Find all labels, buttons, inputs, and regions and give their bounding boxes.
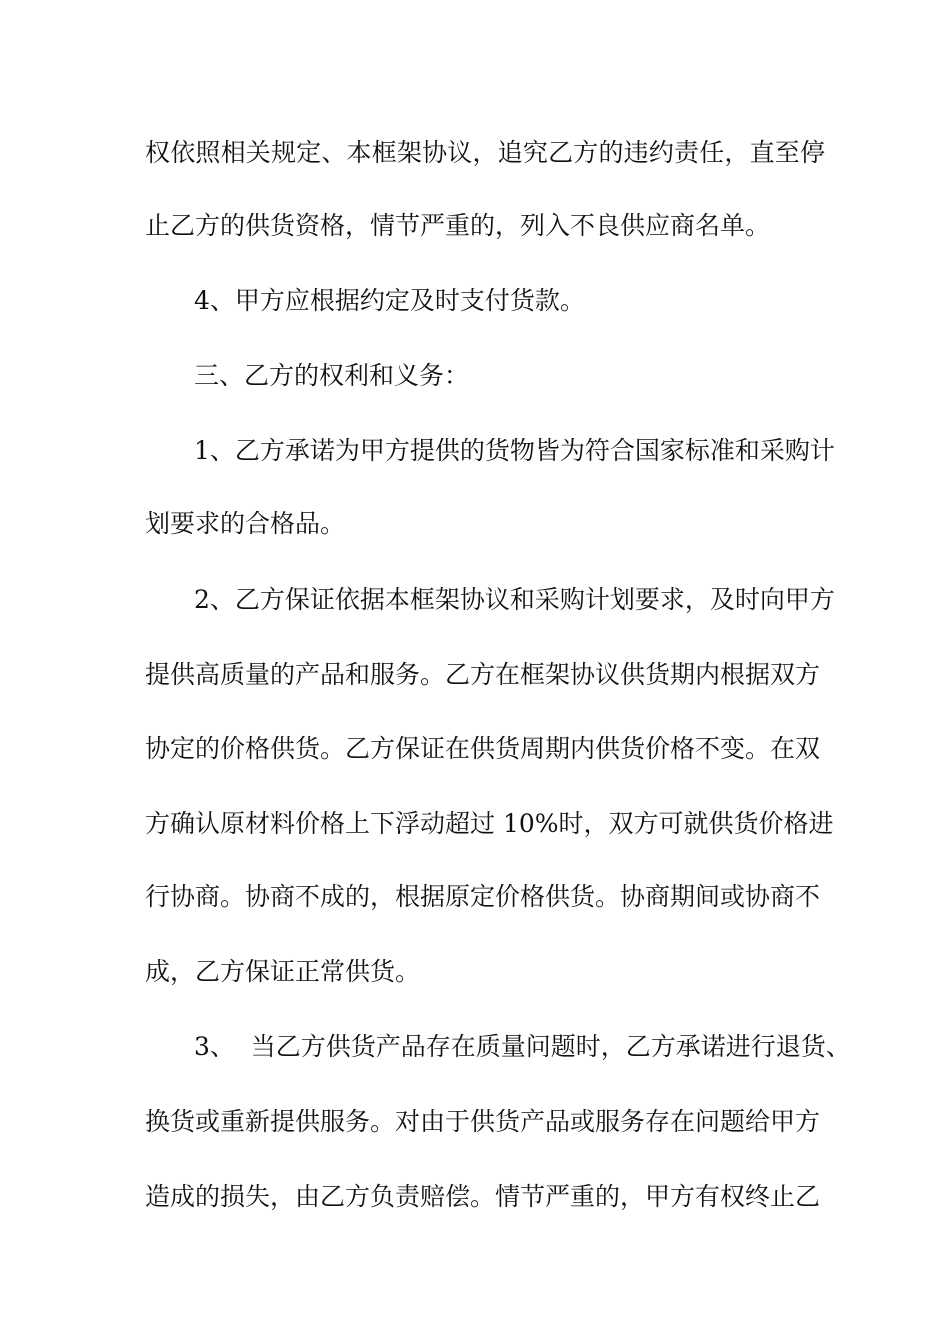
text-line: 提供高质量的产品和服务。乙方在框架协议供货期内根据双方 xyxy=(145,660,821,689)
text-line: 行协商。协商不成的，根据原定价格供货。协商期间或协商不 xyxy=(145,882,821,911)
text-line: 换货或重新提供服务。对由于供货产品或服务存在问题给甲方 xyxy=(145,1107,821,1136)
text-line: 方确认原材料价格上下浮动超过 10%时，双方可就供货价格进 xyxy=(145,809,834,838)
text-line: 划要求的合格品。 xyxy=(145,509,346,538)
text-line: 造成的损失，由乙方负责赔偿。情节严重的，甲方有权终止乙 xyxy=(145,1182,821,1211)
text-line: 成，乙方保证正常供货。 xyxy=(145,957,421,986)
text-line: 3、 当乙方供货产品存在质量问题时，乙方承诺进行退货、 xyxy=(194,1032,851,1061)
section-heading: 三、乙方的权利和义务： xyxy=(194,361,470,390)
text-line: 止乙方的供货资格，情节严重的，列入不良供应商名单。 xyxy=(145,211,771,240)
text-line: 1、乙方承诺为甲方提供的货物皆为符合国家标准和采购计 xyxy=(194,436,835,465)
text-line: 4、甲方应根据约定及时支付货款。 xyxy=(194,286,585,315)
text-line: 权依照相关规定、本框架协议，追究乙方的违约责任，直至停 xyxy=(145,138,825,167)
text-line: 协定的价格供货。乙方保证在供货周期内供货价格不变。在双 xyxy=(145,734,821,763)
text-line: 2、乙方保证依据本框架协议和采购计划要求，及时向甲方 xyxy=(194,585,835,614)
